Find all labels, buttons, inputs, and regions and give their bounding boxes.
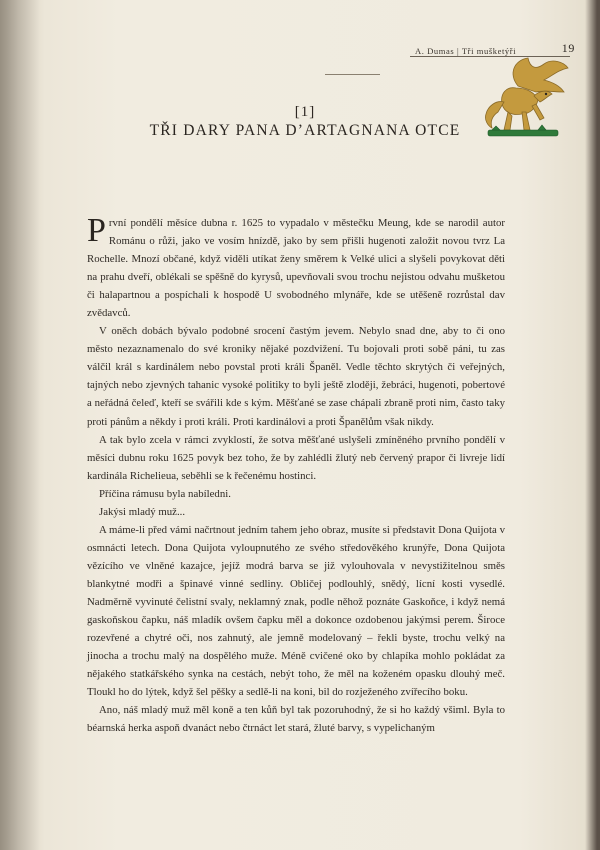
paragraph: Jakýsi mladý muž... bbox=[99, 505, 186, 518]
paragraph-text: rvní pondělí měsíce dubna r. 1625 to vypadalo v městečku Meung, kde se narodil autor Románu o růži, jako ve vosím hnízdě, jako by sem přišli hugenoti založit novou tvrz La Rochelle. Mnozí občané, když viděli utíkat ženy směrem k Velké ulici a slyšeli povykovat děti na prahu dveří, oblékali se spěšně do kyrysů, upevňovali svou trochu nejistou odvahu mušketou či halapartnou a pospíchali k hospodě U svobodného mlynáře, kde se utěšeně rozrůstal dav zvědavců. bbox=[87, 217, 505, 320]
paragraph: V oněch dobách bývalo podobné srocení častým jevem. Nebylo snad dne, aby to či ono město nezaznamenalo do své kroniky nějaké pozdvižení. Tu bojovali proti sobě páni, tu zas válčil král s kardinálem nebo povstal proti králi Španěl. Vedle těchto skrytých či veřejných, tajných nebo zjevných tahanic vysoké politiky to byli ještě zloději, žebráci, hugenoti, pobertové a neřádná čeleď, kteří se svářili kde s kým. Měšťané se zase chápali zbraně proti nim, často taky proti pánům a někdy i proti králi. Proti kardinálovi a proti Španělům však nikdy. bbox=[87, 325, 505, 428]
chapter-body bbox=[87, 214, 505, 737]
paragraph bbox=[87, 214, 505, 322]
paragraph: Ano, náš mladý muž měl koně a ten kůň byl tak pozoruhodný, že si ho každý všiml. Byla to béarnská herka aspoň dvanáct nebo čtrnáct let stará, žluté barvy, s vypelichaným bbox=[87, 704, 505, 735]
griffin-illustration-icon bbox=[478, 56, 572, 142]
drop-cap: P bbox=[87, 212, 106, 249]
running-header bbox=[415, 40, 575, 56]
paragraph: A tak bylo zcela v rámci zvyklostí, že sotva měšťané uslyšeli zmíněného prvního pondělí v měsíci dubnu roku 1625 povyk bez toho, že by zahlédli žlutý neb červený prapor či livreje lidí kardinála Richelieua, seběhli se k řečenému hostinci. bbox=[87, 433, 505, 482]
paragraph: A máme-li před vámi načrtnout jedním tahem jeho obraz, musíte si představit Dona Quijota v osmnácti letech. Dona Quijota vyloupnutého ze svého středověkého krunýře, Dona Quijota vězícího ve vlněné kazajce, jejíž modrá barva se již vylouhovala v nevystižitelnou směs blankytné modři a špinavé vinné sedliny. Obličej podlouhlý, snědý, lícní kosti vysedlé. Nadměrně vyvinuté čelistní svaly, neklamný znak, podle něhož poznáte Gaskoňce, i když nemá gaskoňskou čapku, náš mladík ovšem čapku měl a dokonce ozdobenou jakýmsi perem. Široce rozevřené a chytré oči, nos zahnutý, ale jemně modelovaný – řekli byste, trochu velký na jinocha a trochu malý na dospělého muže. Méně cvičené oko by chlapíka mohlo pokládat za nějakého statkářského synka na cestách, nebýt toho, že měl na koženém opasku dlouhý meč. Tloukl ho do lýtek, když šel pěšky a sedlě-li na koni, bil do rozježeného zvířecího boku. bbox=[87, 523, 505, 699]
chapter-number: [1] bbox=[294, 104, 316, 120]
paragraph: Příčina rámusu byla nabíledni. bbox=[99, 487, 231, 500]
decorative-line bbox=[325, 74, 380, 75]
page-number: 19 bbox=[561, 41, 575, 55]
running-title: A. Dumas | Tři mušketýři bbox=[415, 46, 517, 56]
chapter-title: TŘI DARY PANA D’ARTAGNANA OTCE bbox=[149, 122, 461, 139]
gutter-shadow bbox=[0, 0, 40, 850]
